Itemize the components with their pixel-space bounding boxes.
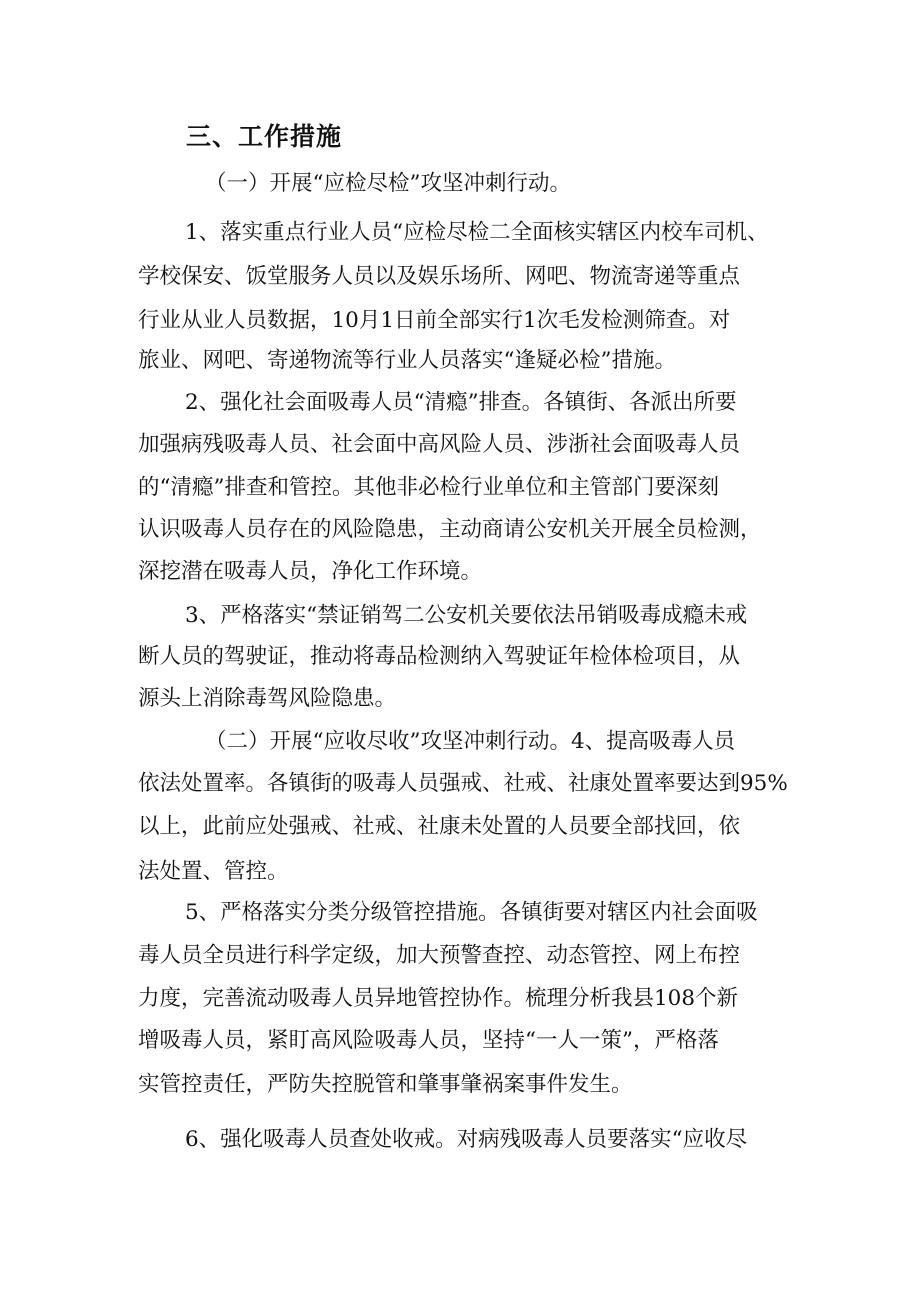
paragraph-line: 2、强化社会面吸毒人员“清瘾”排查。各镇街、各派出所要 <box>185 390 737 415</box>
paragraph-line: 增吸毒人员，紧盯高风险吸毒人员，坚持“一人一策”，严格落 <box>138 1028 719 1053</box>
paragraph-line: 学校保安、饭堂服务人员以及娱乐场所、网吧、物流寄递等重点 <box>138 264 741 289</box>
paragraph-line: 源头上消除毒驾风险隐患。 <box>138 686 397 711</box>
paragraph-line: 3、严格落实“禁证销驾二公安机关要依法吊销吸毒成瘾未戒 <box>185 603 748 628</box>
paragraph-line: （二）开展“应收尽收”攻坚冲刺行动。4、提高吸毒人员 <box>205 729 736 754</box>
paragraph-line: 法处置、管控。 <box>138 859 289 884</box>
paragraph-line: 行业从业人员数据，10月1日前全部实行1次毛发检测筛查。对 <box>138 308 731 333</box>
paragraph-line: 以上，此前应处强戒、社戒、社康未处置的人员要全部找回，依 <box>138 814 741 839</box>
paragraph-line: （一）开展“应检尽检”攻坚冲刺行动。 <box>205 171 571 196</box>
paragraph-line: 加强病残吸毒人员、社会面中高风险人员、涉浙社会面吸毒人员 <box>138 432 741 457</box>
paragraph-line: 5、严格落实分类分级管控措施。各镇街要对辖区内社会面吸 <box>185 900 758 925</box>
paragraph-line: 深挖潜在吸毒人员，净化工作环境。 <box>138 559 483 584</box>
paragraph-line: 6、强化吸毒人员查处收戒。对病残吸毒人员要落实“应收尽 <box>185 1127 748 1152</box>
paragraph-line: 断人员的驾驶证，推动将毒品检测纳入驾驶证年检体检项目，从 <box>138 644 741 669</box>
section-heading: 三、工作措施 <box>186 122 343 151</box>
paragraph-line: 实管控责任，严防失控脱管和肇事肇祸案事件发生。 <box>138 1072 633 1097</box>
paragraph-line: 的“清瘾”排查和管控。其他非必检行业单位和主管部门要深刻 <box>138 475 719 500</box>
paragraph-line: 依法处置率。各镇街的吸毒人员强戒、社戒、社康处置率要达到95% <box>138 771 788 796</box>
paragraph-line: 力度，完善流动吸毒人员异地管控协作。梳理分析我县108个新 <box>138 986 739 1011</box>
paragraph-line: 认识吸毒人员存在的风险隐患，主动商请公安机关开展全员检测， <box>138 517 762 542</box>
paragraph-line: 1、落实重点行业人员“应检尽检二全面核实辖区内校车司机、 <box>185 220 769 245</box>
paragraph-line: 毒人员全员进行科学定级，加大预警查控、动态管控、网上布控 <box>138 943 741 968</box>
paragraph-line: 旅业、网吧、寄递物流等行业人员落实“逢疑必检”措施。 <box>138 348 676 373</box>
